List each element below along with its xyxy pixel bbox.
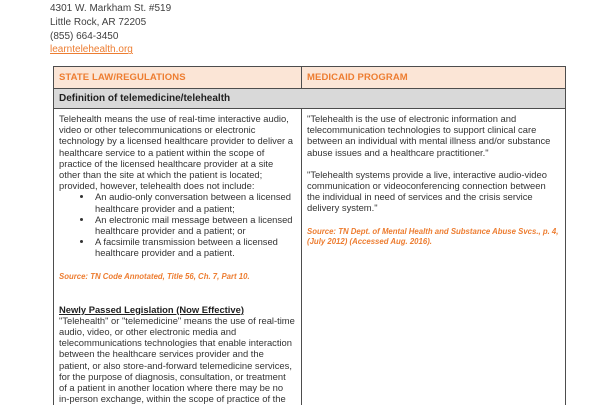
- telehealth-exclusions-list: [59, 191, 296, 258]
- exclusion-item-facsimile: • A facsimile transmission between a licensed healthcare provider and a patient.: [93, 236, 296, 258]
- medicaid-program-cell: [302, 109, 565, 405]
- source-citation-tn-dept: Source: TN Dept. of Mental Health and Substance Abuse Svcs., p. 4, (July 2012) (Accessed Aug. 2016).: [307, 226, 559, 246]
- address-line-3: (855) 664-3450: [50, 30, 119, 42]
- source-citation-tn-code: Source: TN Code Annotated, Title 56, Ch. 7, Part 10.: [59, 271, 250, 281]
- section-header-definition: Definition of telemedicine/telehealth: [54, 89, 565, 109]
- medicaid-paragraph-1: "Telehealth is the use of electronic information and telecommunication technologies to support clinical care between an individual with mental illness and/or substance abuse issues and a healthcare practitioner.": [307, 113, 551, 158]
- column-header-medicaid: MEDICAID PROGRAM: [307, 72, 408, 83]
- website-link[interactable]: learntelehealth.org: [50, 44, 133, 56]
- state-law-cell: [54, 109, 302, 405]
- address-block: [50, 2, 171, 57]
- medicaid-paragraph-2: "Telehealth systems provide a live, interactive audio-video communication or videoconferencing connection between the individual in need of services and the crisis service delivery system.": [307, 168, 547, 214]
- address-line-1: 4301 W. Markham St. #519: [50, 3, 172, 14]
- state-law-paragraph-2: "Telehealth" or "telemedicine" means the use of real-time audio, video, or other electronic media and telecommunications technologies that enable interaction between the healthcare services provider and the patient, or also store-and-forward telemedicine services, for the purpose of diagnosis, consultation, or treatment of a patient in another location where there may be no in-person exchange, within the scope of practice of the: [59, 314, 295, 405]
- state-law-paragraph-1: Telehealth means the use of real-time interactive audio, video or other telecommunications or electronic technology by a licensed healthcare provider to deliver a healthcare service to a patient within the scope of practice of the licensed healthcare provider at a site other than the site at which the patient is located; provided, however, telehealth does not include:: [59, 113, 293, 192]
- policy-comparison-table: [53, 66, 566, 405]
- address-line-2: Little Rock, AR 72205: [50, 16, 147, 28]
- column-header-state-law: STATE LAW/REGULATIONS: [54, 67, 302, 88]
- table-header-row: [54, 67, 565, 89]
- exclusion-item-audio-only: • An audio-only conversation between a licensed healthcare provider and a patient;: [93, 191, 296, 213]
- exclusion-item-email: • An electronic mail message between a licensed healthcare provider and a patient; or: [93, 214, 296, 236]
- newly-passed-legislation-heading: Newly Passed Legislation (Now Effective): [59, 303, 244, 315]
- table-body-row: [54, 109, 565, 405]
